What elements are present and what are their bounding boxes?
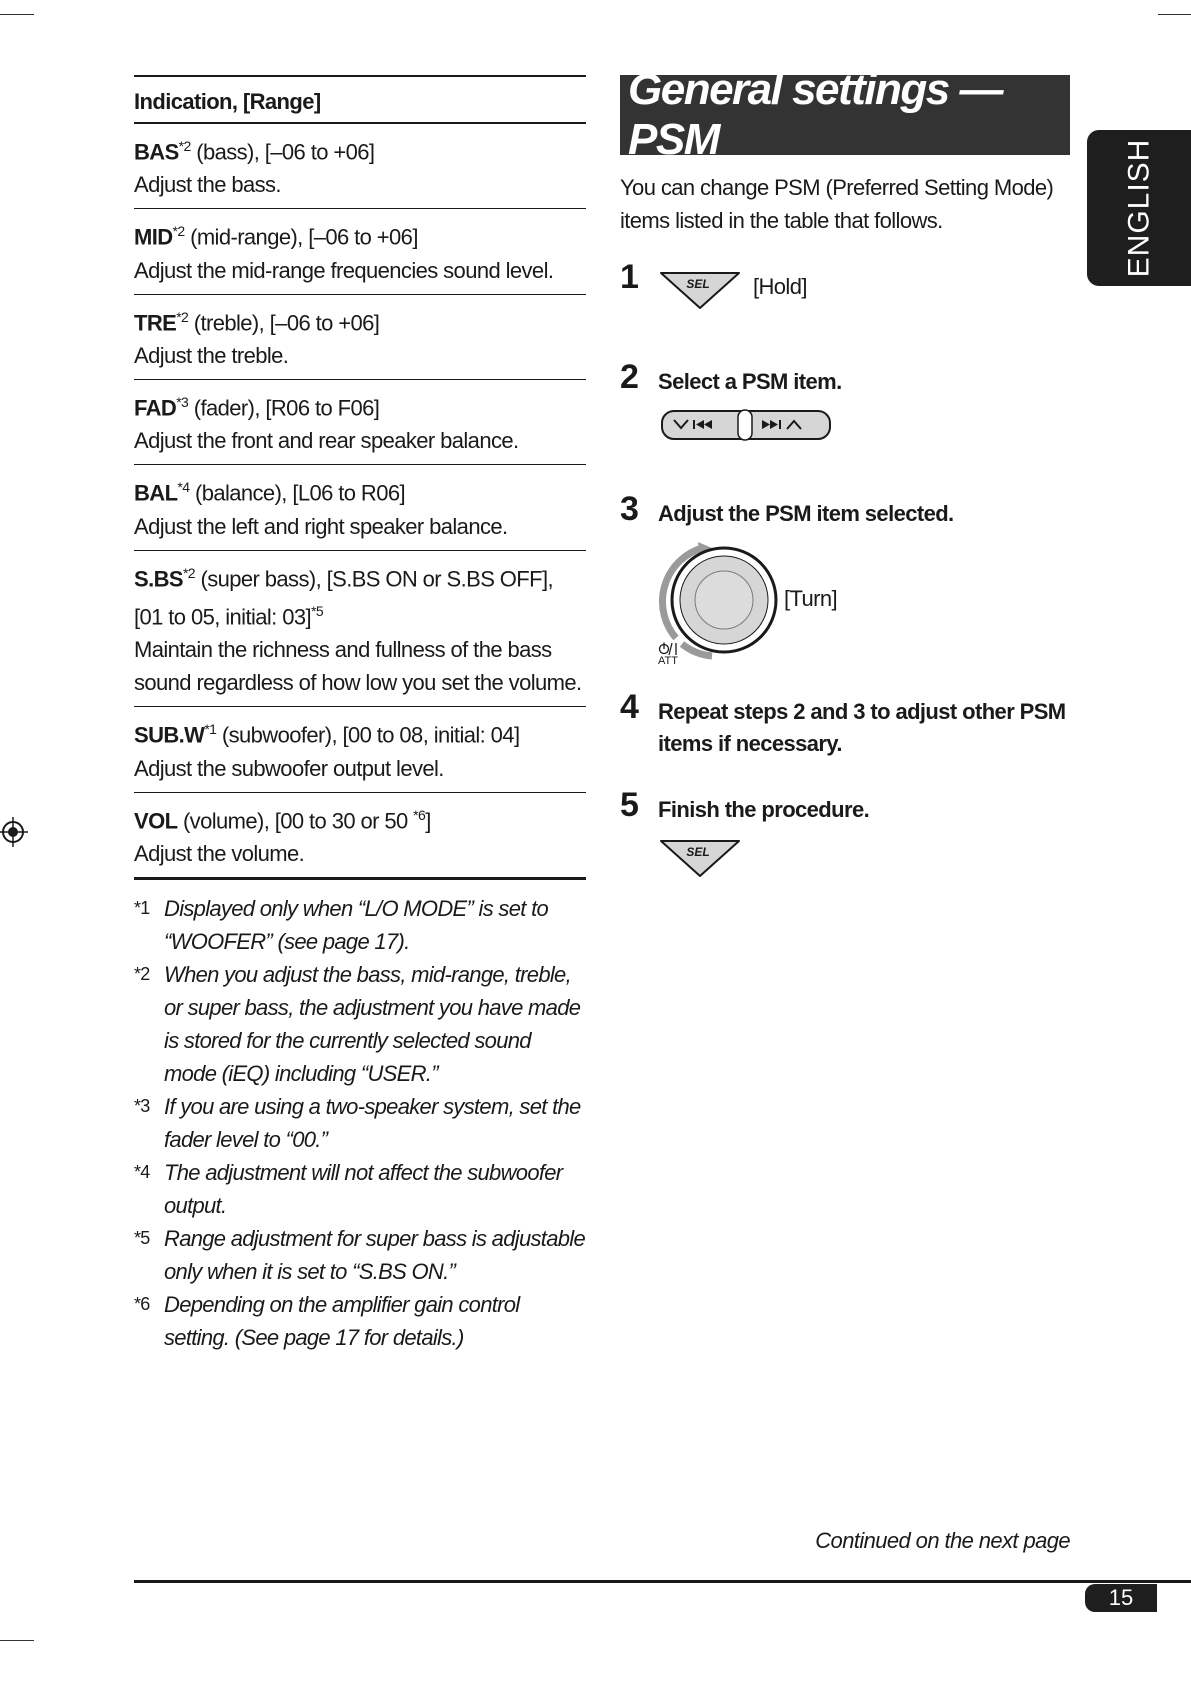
sel-button-label: SEL xyxy=(686,845,710,859)
table-row-fad xyxy=(134,380,586,465)
step-text: Adjust the PSM item selected. xyxy=(658,501,954,526)
row-ref: *6 xyxy=(413,806,426,823)
footnote-text: When you adjust the bass, mid-range, treble, or super bass, the adjustment you have made is stored for the currently selected sound mode (iEQ) including “USER.” xyxy=(164,961,581,1086)
step-number: 3 xyxy=(620,490,639,528)
sel-button-icon xyxy=(658,270,742,312)
continued-note: Continued on the next page xyxy=(815,1528,1070,1553)
row-ref: *3 xyxy=(176,393,189,410)
footnote-text: Range adjustment for super bass is adjustable only when it is set to “S.BS ON.” xyxy=(164,1225,585,1284)
footnote xyxy=(134,1222,586,1288)
language-tab xyxy=(1087,130,1191,286)
footnote-text: If you are using a two-speaker system, set the fader level to “00.” xyxy=(164,1093,581,1152)
crop-mark-top-left xyxy=(0,14,34,15)
row-desc: Adjust the bass. xyxy=(134,172,281,198)
row-ref: *4 xyxy=(177,479,190,496)
footer-rule xyxy=(134,1580,1191,1583)
footnote xyxy=(134,1156,586,1222)
step-4 xyxy=(620,688,1070,758)
registration-mark-icon xyxy=(0,815,30,849)
footnote-text: Depending on the amplifier gain control setting. (See page 17 for details.) xyxy=(164,1291,520,1350)
page-number: 15 xyxy=(1085,1584,1157,1612)
row-ref: *2 xyxy=(178,138,191,154)
footnote xyxy=(134,1288,586,1354)
row-code: BAL xyxy=(134,480,178,506)
footnote-mark: *5 xyxy=(134,1227,150,1248)
footnote-text: The adjustment will not affect the subwoofer output. xyxy=(164,1159,563,1218)
procedure-column xyxy=(620,65,1070,237)
row-code: MID xyxy=(134,224,173,250)
row-spec: (treble), [–06 to +06] xyxy=(188,309,380,335)
table-header: Indication, [Range] xyxy=(134,75,586,124)
footnote xyxy=(134,1090,586,1156)
row-desc: Maintain the richness and fullness of the bass sound regardless of how low you set the volume. xyxy=(134,637,582,696)
footnote xyxy=(134,958,586,1090)
section-title: General settings — PSM xyxy=(620,75,1070,155)
step-5 xyxy=(620,786,1070,886)
row-code: FAD xyxy=(134,395,177,421)
footnote-text: Displayed only when “L/O MODE” is set to “WOOFER” (see page 17). xyxy=(164,895,549,954)
language-tab-label: ENGLISH xyxy=(1122,138,1155,278)
knob-label: ATT xyxy=(658,655,678,667)
row-spec: (super bass), [S.BS ON or S.BS OFF], xyxy=(195,565,554,591)
crop-mark-bottom-left xyxy=(0,1640,34,1641)
section-intro: You can change PSM (Preferred Setting Mode) items listed in the table that follows. xyxy=(620,175,1054,233)
row-ref: *1 xyxy=(204,721,217,738)
sel-button-icon xyxy=(658,838,742,880)
row-spec: (mid-range), [–06 to +06] xyxy=(184,224,418,250)
row-ref: *2 xyxy=(182,564,195,581)
crop-mark-top-right xyxy=(1158,14,1191,15)
step-2 xyxy=(620,358,1070,448)
row-code: S.BS xyxy=(134,565,183,591)
step-number: 5 xyxy=(620,786,639,824)
footnote-mark: *1 xyxy=(134,897,150,918)
row-desc: Adjust the front and rear speaker balance. xyxy=(134,428,519,454)
sel-button-label: SEL xyxy=(686,277,710,291)
step-1 xyxy=(620,258,1070,318)
row-code: TRE xyxy=(134,309,177,335)
footnote-mark: *3 xyxy=(134,1095,150,1116)
table-row-bal xyxy=(134,465,586,550)
row-spec: (subwoofer), [00 to 08, initial: 04] xyxy=(216,722,520,748)
row-spec: (bass), [–06 to +06] xyxy=(190,139,375,165)
table-row-subw xyxy=(134,707,586,792)
row-ref2: *5 xyxy=(311,602,324,619)
step-number: 2 xyxy=(620,358,639,396)
table-row-sbs xyxy=(134,551,586,708)
step-hint: [Turn] xyxy=(784,586,838,611)
step-number: 1 xyxy=(620,258,639,296)
footnote xyxy=(134,892,586,958)
row-desc: Adjust the mid-range frequencies sound level. xyxy=(134,257,554,283)
power-att-icon xyxy=(658,642,686,656)
row-spec: (balance), [L06 to R06] xyxy=(189,480,405,506)
row-ref: *2 xyxy=(172,223,185,240)
footnote-mark: *4 xyxy=(134,1161,150,1182)
row-spec-end: ] xyxy=(425,807,431,833)
step-3 xyxy=(620,490,1070,670)
row-desc: Adjust the subwoofer output level. xyxy=(134,755,444,781)
step-text: Finish the procedure. xyxy=(658,797,870,822)
table-row-vol xyxy=(134,793,586,880)
settings-table-column xyxy=(134,75,586,1354)
footnote-mark: *6 xyxy=(134,1293,150,1314)
row-desc: Adjust the treble. xyxy=(134,342,289,368)
step-hint: [Hold] xyxy=(753,274,807,299)
step-text: Repeat steps 2 and 3 to adjust other PSM items if necessary. xyxy=(658,699,1066,756)
step-text: Select a PSM item. xyxy=(658,369,842,394)
row-ref: *2 xyxy=(176,308,189,325)
footnote-mark: *2 xyxy=(134,963,150,984)
table-row-tre xyxy=(134,295,586,380)
table-row-mid xyxy=(134,209,586,294)
row-desc: Adjust the left and right speaker balance. xyxy=(134,513,508,539)
row-spec: (fader), [R06 to F06] xyxy=(188,395,380,421)
row-code: VOL xyxy=(134,807,178,833)
row-code: BAS xyxy=(134,139,179,165)
row-spec: (volume), [00 to 30 or 50 xyxy=(177,807,414,833)
row-desc: Adjust the volume. xyxy=(134,840,305,866)
step-number: 4 xyxy=(620,688,639,726)
row-spec-line2: [01 to 05, initial: 03] xyxy=(134,604,311,630)
footnotes xyxy=(134,892,586,1354)
table-row-bas xyxy=(134,124,586,209)
seek-rocker-icon xyxy=(660,408,832,442)
row-code: SUB.W xyxy=(134,722,205,748)
